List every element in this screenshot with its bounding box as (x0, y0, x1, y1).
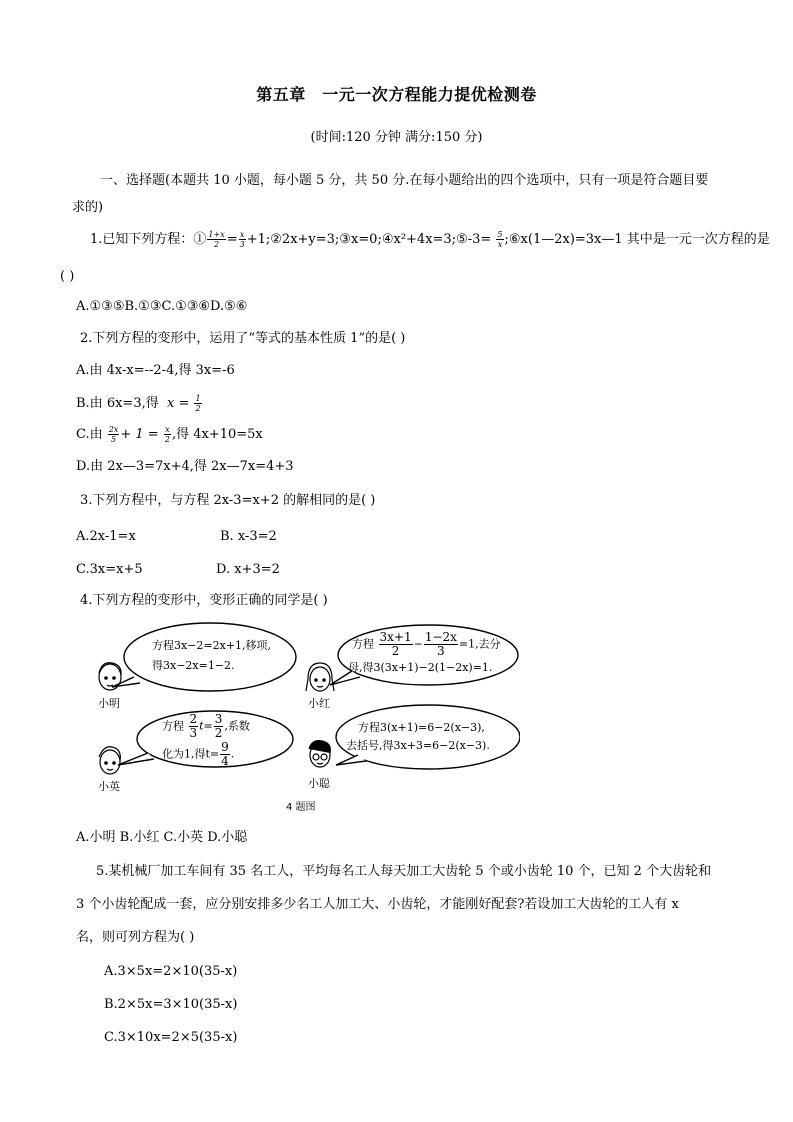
xiaoming-bubble-tail (112, 677, 140, 687)
question-1-paren: ( ) (60, 269, 75, 284)
question-5-option-b: B.2×5x=3×10(35-x) (104, 997, 238, 1012)
xiaocong-line-2: 去括号,得3x+3=6−2(x−3). (346, 739, 490, 752)
question-5-line-1: 5.某机械厂加工车间有 35 名工人，平均每名工人每天加工大齿轮 5 个或小齿轮 10 个，已知 2 个大齿轮和 (96, 864, 712, 879)
xiaocong-avatar (309, 741, 330, 767)
xiaocong-bubble-tail (336, 755, 366, 765)
question-3-stem: 3.下列方程中，与方程 2x-3=x+2 的解相同的是( ) (80, 493, 376, 508)
question-3-option-a: A.2x-1=x (76, 529, 136, 544)
xiaoming-avatar (99, 663, 121, 690)
xiaohong-avatar (306, 663, 334, 691)
question-4-stem: 4.下列方程的变形中，变形正确的同学是( ) (80, 593, 328, 608)
page-subtitle: (时间:120 分钟 满分:150 分) (310, 130, 483, 145)
question-4-options: A.小明 B.小红 C.小英 D.小聪 (76, 830, 248, 845)
xiaoming-line-1: 方程3x−2=2x+1,移项, (152, 639, 272, 652)
question-5-option-c: C.3×10x=2×5(35-x) (104, 1030, 238, 1045)
question-5-option-a: A.3×5x=2×10(35-x) (104, 964, 238, 979)
xiaohong-name: 小红 (308, 697, 330, 710)
question-5-line-3: 名，则可列方程为( ) (76, 930, 195, 945)
question-5-line-2: 3 个小齿轮配成一套，应分别安排多少名工人加工大、小齿轮，才能刚好配套?若设加工大齿轮的工人有 x (76, 897, 679, 912)
question-3-option-d: D. x+3=2 (216, 562, 280, 577)
question-2-option-d: D.由 2x—3=7x+4,得 2x—7x=4+3 (76, 459, 294, 474)
figure-caption: 4 题图 (286, 802, 316, 813)
xiaoying-line-2: 化为1,得t= $\frac{9}{4}$ . (162, 740, 235, 768)
section-heading: 一、选择题(本题共 10 小题，每小题 5 分，共 50 分.在每小题给出的四个选项中，只有一项是符合题目要 (100, 173, 709, 188)
question-1-options: A.①③⑤B.①③C.①③⑥D.⑤⑥ (76, 299, 248, 314)
question-2-option-a: A.由 4x-x=--2-4,得 3x=-6 (76, 363, 235, 378)
question-3-option-b: B. x-3=2 (220, 529, 277, 544)
xiaohong-line-1: 方程 $\frac{3x+1}{2}$ − $\frac{1-2x}{3}$ =1,去分 (352, 630, 501, 658)
question-4-figure (90, 615, 520, 815)
xiaoming-name: 小明 (98, 697, 120, 710)
question-2-option-b: B.由 6x=3,得 x = $\frac{1}{2}$ (76, 394, 201, 413)
xiaohong-line-2: 母,得3(3x+1)−2(1−2x)=1. (348, 661, 493, 674)
xiaocong-name: 小聪 (308, 777, 330, 790)
xiaoying-bubble-tail (118, 753, 154, 765)
xiaoying-line-1: 方程 $\frac{2}{3}$ t= $\frac{3}{2}$ ,系数 (162, 712, 250, 740)
xiaoying-avatar (99, 747, 120, 774)
question-3-option-c: C.3x=x+5 (76, 562, 143, 577)
xiaocong-line-1: 方程3(x+1)=6−2(x−3), (358, 721, 485, 734)
page-title: 第五章 一元一次方程能力提优检测卷 (256, 85, 537, 104)
xiaoying-name: 小英 (98, 780, 120, 793)
section-heading-cont: 求的) (72, 200, 104, 215)
question-2-stem: 2.下列方程的变形中，运用了“等式的基本性质 1”的是( ) (80, 331, 406, 346)
xiaoming-line-2: 得3x−2x=1−2. (152, 659, 235, 672)
question-2-option-c: C.由 $\frac{2x}{5}$ + 1 = $\frac{x}{2}$ ,得 4x+10=5x (76, 425, 263, 444)
question-1-stem: 1.已知下列方程：① $\frac{1+x}{2}$ = $\frac{x}{3}$ +1;②2x+y=3;③x=0;④x²+4x=3;⑤-3= $\frac{5}{x}$ ;⑥x(1—2x)=3x—1 其中是一元一次方程的是 (90, 230, 770, 249)
